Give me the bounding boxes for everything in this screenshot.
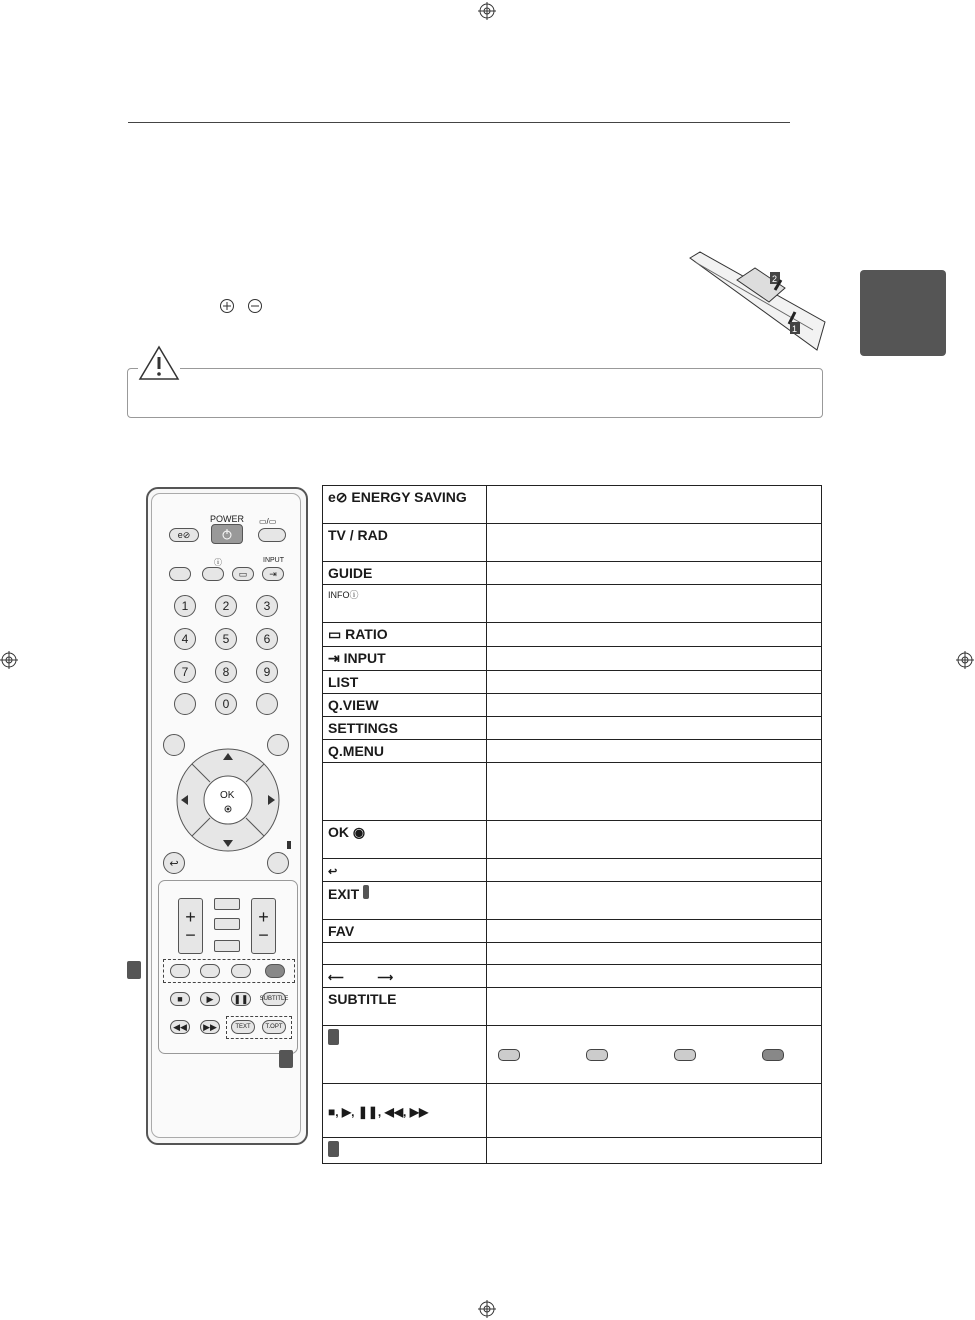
warning-triangle-icon (138, 345, 180, 381)
number-button-7[interactable]: 7 (174, 661, 196, 683)
input-button[interactable]: ⇥ (262, 567, 284, 581)
svg-text:1: 1 (792, 324, 798, 334)
energy-icon: e⊘ (328, 489, 352, 505)
volume-rocker[interactable]: + − (178, 898, 203, 954)
fav-button[interactable] (214, 898, 240, 910)
chapter-tab (860, 270, 946, 356)
table-row-key (323, 1026, 487, 1084)
number-button-3[interactable]: 3 (256, 595, 278, 617)
power-button[interactable] (211, 524, 243, 544)
info-icon: ⓘ (349, 590, 359, 600)
number-button-9[interactable]: 9 (256, 661, 278, 683)
fast-forward-button[interactable]: ▶▶ (200, 1020, 220, 1034)
topt-button[interactable]: T.OPT (262, 1020, 286, 1034)
exit-icon (287, 841, 291, 849)
table-row-key: Q.MENU (323, 740, 487, 763)
minus-polarity-icon (247, 298, 263, 314)
table-row-key: ⇥ INPUT (323, 647, 487, 671)
callout-badge (328, 1141, 339, 1157)
callout-badge (328, 1029, 339, 1045)
registration-mark-icon (478, 2, 496, 20)
yellow-button[interactable] (231, 964, 251, 978)
red-chip (498, 1049, 520, 1061)
registration-mark-icon (0, 651, 18, 669)
rewind-button[interactable]: ◀◀ (170, 1020, 190, 1034)
mute-button[interactable] (214, 940, 240, 952)
energy-saving-button[interactable]: e⊘ (169, 528, 199, 542)
table-row-key (323, 763, 487, 821)
stop-button[interactable]: ■ (170, 992, 190, 1006)
table-row-key: INFOⓘ (323, 585, 487, 623)
blue-chip (762, 1049, 784, 1061)
table-row-key: TV / RAD (323, 524, 487, 562)
caution-box (127, 368, 823, 418)
power-icon (221, 528, 233, 540)
number-button-5[interactable]: 5 (215, 628, 237, 650)
number-button-6[interactable]: 6 (256, 628, 278, 650)
table-row-key: OK ◉ (323, 821, 487, 859)
button-description-table (322, 485, 822, 1164)
text-button[interactable]: TEXT (231, 1020, 255, 1034)
pause-button[interactable]: ❚❚ (231, 992, 251, 1006)
battery-cover-illustration (685, 250, 831, 354)
number-button-0[interactable]: 0 (215, 693, 237, 715)
ratio-icon: ▭ (328, 626, 346, 642)
number-button-2[interactable]: 2 (215, 595, 237, 617)
exit-button[interactable] (267, 852, 289, 874)
table-row-key (323, 943, 487, 965)
number-button-4[interactable]: 4 (174, 628, 196, 650)
table-row-key: Q.VIEW (323, 694, 487, 717)
table-row-key: EXIT (323, 882, 487, 920)
green-button[interactable] (200, 964, 220, 978)
tv-button[interactable] (214, 918, 240, 930)
yellow-chip (674, 1049, 696, 1061)
table-row-key (323, 1138, 487, 1164)
table-row-key: SUBTITLE (323, 988, 487, 1026)
registration-mark-icon (478, 1300, 496, 1318)
table-row-key (323, 1084, 487, 1138)
input-icon: ⇥ (328, 650, 344, 666)
play-button[interactable]: ▶ (200, 992, 220, 1006)
header-rule (128, 122, 790, 123)
table-row-key: e⊘ ENERGY SAVING (323, 486, 487, 524)
back-icon: ↩ (328, 866, 338, 878)
tv-rad-button[interactable] (258, 528, 286, 542)
input-label: INPUT (263, 557, 284, 564)
registration-mark-icon (956, 651, 974, 669)
table-row-key: ▭ RATIO (323, 623, 487, 647)
plus-polarity-icon (219, 298, 235, 314)
table-row-key: FAV (323, 920, 487, 943)
list-button[interactable] (174, 693, 196, 715)
ok-icon: ◉ (352, 824, 366, 840)
info-button[interactable] (202, 567, 224, 581)
blue-button[interactable] (265, 964, 285, 978)
red-button[interactable] (170, 964, 190, 978)
svg-text:2: 2 (772, 274, 778, 284)
ratio-button[interactable]: ▭ (232, 567, 254, 581)
tv-rad-icon: ▭/▭ (259, 517, 277, 526)
table-row-key (323, 965, 487, 988)
subtitle-button[interactable]: SUBTITLE (262, 992, 286, 1006)
guide-button[interactable] (169, 567, 191, 581)
page-arrows-icon: ⟵ ⟶ (328, 972, 394, 984)
number-button-8[interactable]: 8 (215, 661, 237, 683)
color-button-chips (487, 1026, 822, 1084)
info-icon: ⓘ (214, 558, 222, 567)
ok-label: OK (220, 790, 235, 801)
back-button[interactable]: ↩ (163, 852, 185, 874)
number-button-1[interactable]: 1 (174, 595, 196, 617)
green-chip (586, 1049, 608, 1061)
qview-button[interactable] (256, 693, 278, 715)
program-rocker[interactable]: + − (251, 898, 276, 954)
callout-badge (279, 1050, 293, 1068)
table-row-desc (487, 486, 822, 524)
table-row-key: LIST (323, 671, 487, 694)
callout-badge (127, 961, 141, 979)
table-row-key (323, 859, 487, 882)
playback-icons: ■, ▶, ❚❚, ◀◀, ▶▶ (328, 1104, 429, 1119)
table-row-key: SETTINGS (323, 717, 487, 740)
table-row-key: GUIDE (323, 562, 487, 585)
power-label: POWER (210, 514, 245, 524)
exit-icon (363, 885, 369, 899)
